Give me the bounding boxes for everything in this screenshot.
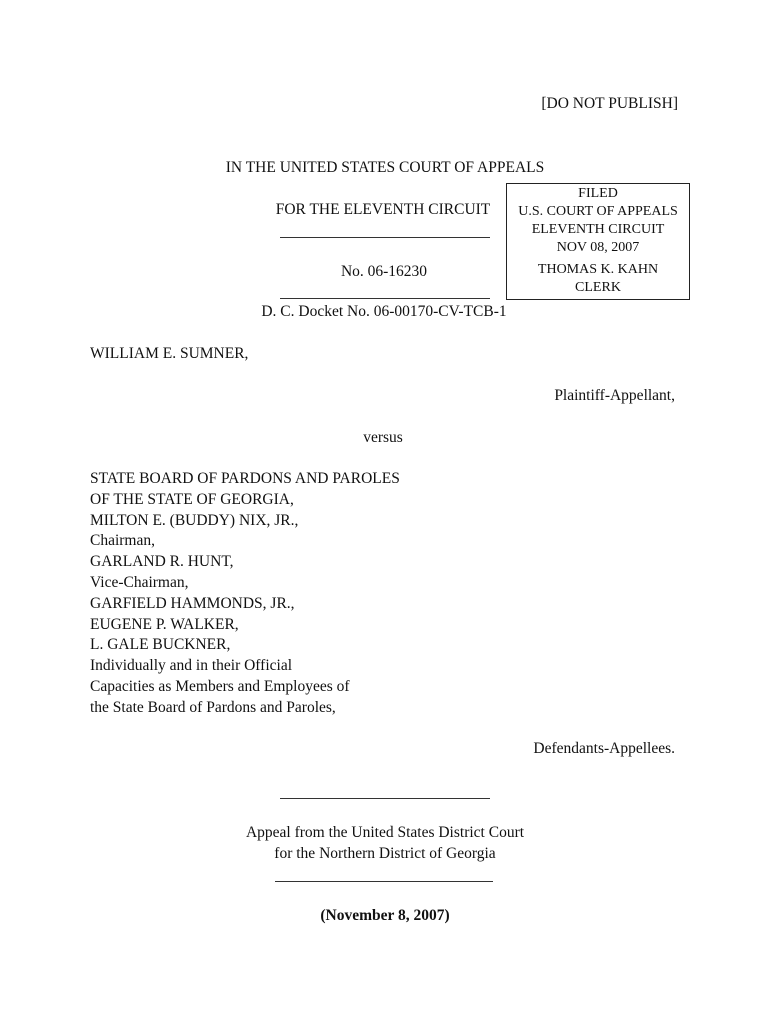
decision-date: (November 8, 2007) bbox=[320, 907, 450, 924]
defendant-line: GARFIELD HAMMONDS, JR., bbox=[90, 594, 295, 612]
appeal-line1: Appeal from the United States District Court bbox=[245, 824, 525, 841]
filed-stamp-line: THOMAS K. KAHN bbox=[537, 262, 659, 277]
filed-stamp-line: ELEVENTH CIRCUIT bbox=[531, 222, 665, 237]
divider-rule bbox=[280, 798, 490, 799]
defendant-line: STATE BOARD OF PARDONS AND PAROLES bbox=[90, 470, 400, 487]
plaintiff-role: Plaintiff-Appellant, bbox=[554, 387, 675, 404]
divider-rule bbox=[280, 237, 490, 238]
docket-number: D. C. Docket No. 06-00170-CV-TCB-1 bbox=[261, 303, 507, 320]
court-name-line1: IN THE UNITED STATES COURT OF APPEALS bbox=[225, 159, 545, 176]
divider-rule bbox=[280, 298, 490, 299]
filed-stamp-line: CLERK bbox=[575, 280, 621, 295]
court-name-line2: FOR THE ELEVENTH CIRCUIT bbox=[275, 201, 491, 218]
defendant-line: Capacities as Members and Employees of bbox=[90, 677, 350, 695]
defendant-line: L. GALE BUCKNER, bbox=[90, 636, 231, 654]
defendant-line: the State Board of Pardons and Paroles, bbox=[90, 698, 336, 716]
filed-stamp bbox=[506, 183, 690, 300]
divider-rule bbox=[275, 881, 493, 882]
defendant-line: MILTON E. (BUDDY) NIX, JR., bbox=[90, 511, 299, 529]
defendant-line: EUGENE P. WALKER, bbox=[90, 615, 239, 633]
defendant-line: Individually and in their Official bbox=[90, 657, 293, 675]
defendants-list bbox=[90, 469, 400, 719]
versus-label: versus bbox=[363, 429, 403, 446]
defendant-line: Vice-Chairman, bbox=[90, 573, 189, 591]
defendant-line: GARLAND R. HUNT, bbox=[90, 553, 234, 571]
case-number: No. 06-16230 bbox=[340, 263, 428, 280]
plaintiff-name: WILLIAM E. SUMNER, bbox=[90, 345, 249, 362]
filed-stamp-line: U.S. COURT OF APPEALS bbox=[518, 204, 678, 219]
defendants-role: Defendants-Appellees. bbox=[533, 740, 675, 757]
filed-stamp-line: FILED bbox=[578, 186, 618, 201]
filed-stamp-line: NOV 08, 2007 bbox=[556, 240, 640, 255]
appeal-line2: for the Northern District of Georgia bbox=[274, 845, 496, 862]
defendant-line: Chairman, bbox=[90, 532, 155, 550]
defendant-line: OF THE STATE OF GEORGIA, bbox=[90, 490, 294, 508]
publish-note: [DO NOT PUBLISH] bbox=[541, 95, 678, 112]
